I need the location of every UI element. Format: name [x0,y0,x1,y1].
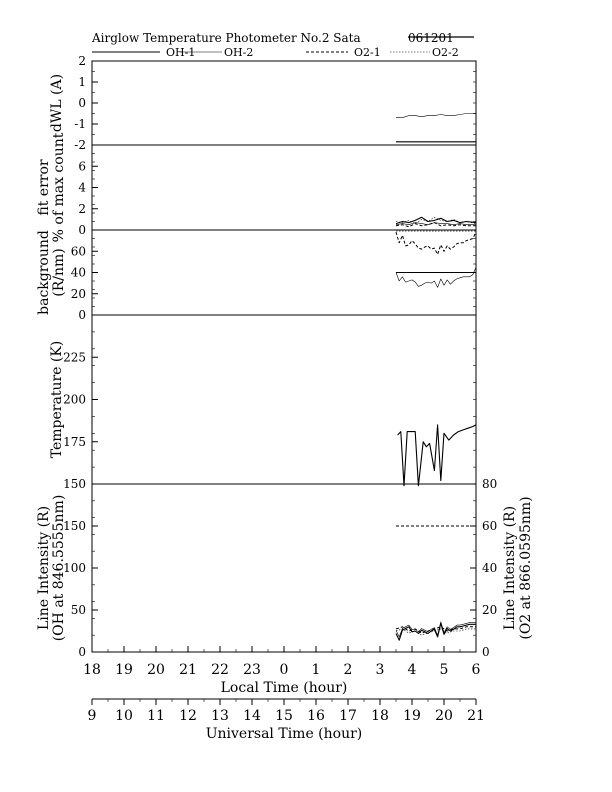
y-axis-label-2: % of max count [51,132,67,243]
panel-temperature [49,315,476,491]
ut-tick-label: 13 [211,708,229,724]
y-tick-label: 200 [63,392,86,407]
panel-background [36,230,476,322]
ut-tick-label: 17 [339,708,357,724]
y-right-tick-label: 0 [482,645,490,659]
y-axis-label: dWL (A) [49,73,65,133]
series-o2-1 [396,232,476,254]
ut-axis-title: Universal Time (hour) [205,726,363,742]
ut-tick-label: 10 [115,708,133,724]
panel-frame [92,315,476,484]
y-tick-label: 6 [78,159,86,174]
lt-axis-title: Local Time (hour) [220,680,348,696]
lt-tick-label: 18 [83,662,101,678]
series-oh-1 [398,425,476,486]
ut-tick-label: 11 [147,708,165,724]
y-tick-label: 40 [70,265,86,280]
series-oh-2 [396,114,476,118]
y-axis-label-right: Line Intensity (R) [502,505,518,631]
y-tick-label: -1 [74,117,86,131]
y-tick-label: 0 [78,96,86,110]
y-tick-label: 20 [70,286,86,301]
ut-tick-label: 12 [179,708,197,724]
y-tick-label: 175 [63,434,86,449]
lt-tick-label: 4 [407,662,417,678]
y-tick-label: 4 [78,180,86,195]
y-right-tick-label: 20 [482,603,498,617]
x-axes [83,646,485,742]
lt-tick-label: 23 [243,662,261,678]
panel-fit-error [36,132,476,242]
y-axis-label: Line Intensity (R) [36,505,52,631]
panel-frame [92,61,476,145]
lt-tick-label: 6 [471,662,481,678]
panel-dwl [49,54,476,152]
y-tick-label: 1 [78,75,86,89]
y-tick-label: 100 [63,561,86,575]
y-tick-label: 0 [78,645,86,659]
ut-tick-label: 14 [243,708,261,724]
plot-panels [36,54,534,659]
ut-tick-label: 18 [371,708,389,724]
lt-tick-label: 3 [375,662,385,678]
legend-label-oh-1: OH-1 [166,46,196,59]
y-tick-label: 0 [78,308,86,322]
y-axis-label-2: (OH at 846.5555nm) [51,494,67,642]
ut-tick-label: 20 [435,708,453,724]
y-tick-label: 150 [63,519,86,533]
lt-tick-label: 1 [311,662,321,678]
y-tick-label: 0 [78,223,86,237]
y-tick-label: 50 [70,603,86,617]
lt-tick-label: 21 [179,662,197,678]
legend-label-o2-2: O2-2 [432,46,459,59]
series-oh-2 [396,267,476,287]
legend-label-o2-1: O2-1 [354,46,381,59]
lt-tick-label: 19 [115,662,133,678]
y-tick-label: 225 [63,350,86,365]
chart-date: 061201 [408,31,454,45]
y-axis-label: Temperature (K) [49,340,65,459]
lt-tick-label: 22 [211,662,229,678]
y-right-tick-label: 60 [482,519,498,533]
chart-title: Airglow Temperature Photometer No.2 Sata [92,31,361,45]
y-tick-label: -2 [74,138,86,152]
y-tick-label: 2 [78,201,86,216]
panel-intensity [36,477,534,659]
lt-tick-label: 0 [279,662,289,678]
y-right-tick-label: 40 [482,561,498,575]
y-axis-label-2: (R/nm) [51,248,67,297]
y-tick-label: 2 [78,54,86,68]
panel-frame [92,145,476,230]
ut-tick-label: 9 [87,708,97,724]
lt-tick-label: 2 [343,662,353,678]
y-right-tick-label: 80 [482,477,498,491]
ut-tick-label: 19 [403,708,421,724]
legend-label-oh-2: OH-2 [224,46,254,59]
ut-tick-label: 16 [307,708,325,724]
lt-tick-label: 20 [147,662,165,678]
y-axis-label: background [36,230,52,315]
lt-tick-label: 5 [439,662,449,678]
series-oh-2 [396,622,476,637]
y-tick-label: 60 [70,244,86,259]
ut-tick-label: 21 [467,708,485,724]
ut-tick-label: 15 [275,708,293,724]
y-axis-label: fit error [36,159,52,216]
y-axis-label-right: (O2 at 866.0595nm) [518,496,534,640]
panel-frame [92,484,476,652]
y-tick-label: 150 [63,477,86,491]
